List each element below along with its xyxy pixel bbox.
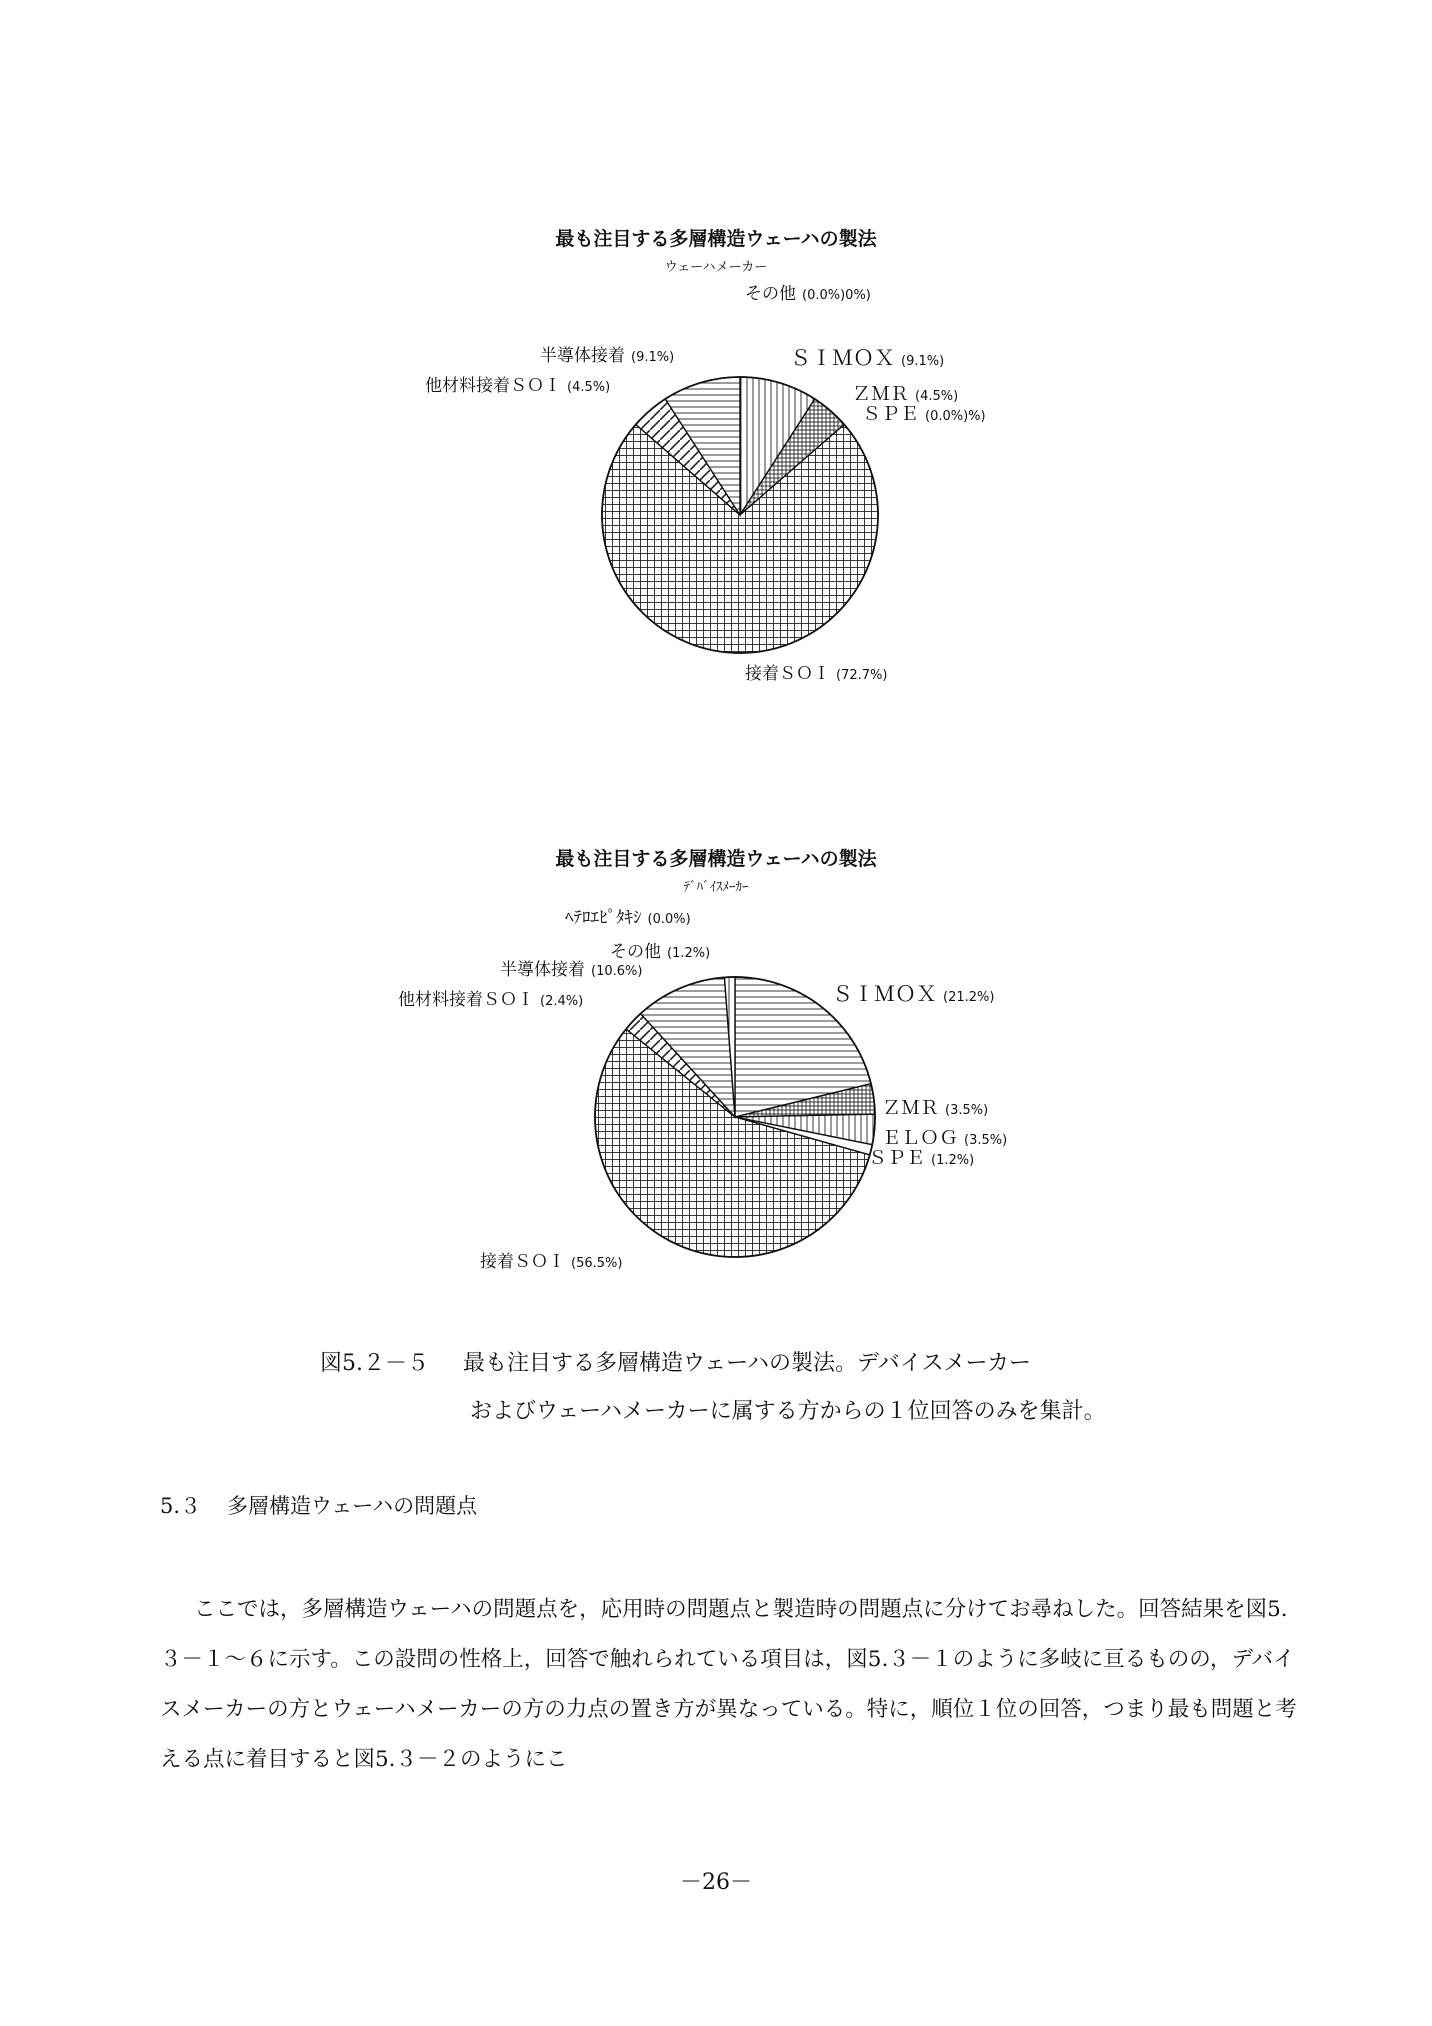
section-heading bbox=[160, 1490, 477, 1520]
chart-title: 最も注目する多層構造ウェーハの製法 bbox=[555, 228, 877, 250]
chart-title: 最も注目する多層構造ウェーハの製法 bbox=[555, 848, 877, 870]
slice-label-other: その他 (1.2%) bbox=[610, 942, 711, 962]
slice-label-other-material-soi: 他材料接着ＳＯＩ (2.4%) bbox=[398, 990, 584, 1010]
slice-label-heteroepitaxy: ﾍﾃﾛｴﾋﾟﾀｷｼ (0.0%) bbox=[565, 908, 691, 928]
pie-chart-wafer-makers bbox=[0, 200, 1432, 720]
pie-chart-device-makers bbox=[0, 820, 1432, 1310]
page-number: －26－ bbox=[680, 1870, 752, 1895]
caption-line-1: 最も注目する多層構造ウェーハの製法。デバイスメーカー bbox=[463, 1351, 1032, 1376]
slice-label-other-material-soi: 他材料接着ＳＯＩ (4.5%) bbox=[425, 376, 611, 396]
caption-line-2: およびウェーハメーカーに属する方からの１位回答のみを集計。 bbox=[470, 1399, 1106, 1424]
pie-svg bbox=[0, 820, 1432, 1310]
pie-svg bbox=[0, 200, 1432, 720]
body-paragraph: ここでは，多層構造ウェーハの問題点を，応用時の問題点と製造時の問題点に分けてお尋ねした。回答結果を図5.３－１～６に示す。この設問の性格上，回答で触れられている項目は，図5.３－１のように多岐に亘るものの，デバイスメーカーの方とウェーハメーカーの方の力点の置き方が異なっている。特に，順位１位の回答，つまり最も問題と考える点に着目すると図5.３－２のようにこ bbox=[160, 1597, 1297, 1772]
slice-label-bonded-soi: 接着ＳＯＩ (72.7%) bbox=[745, 664, 888, 684]
slice-label-spe: ＳＰＥ (0.0%)%) bbox=[862, 403, 986, 425]
figure-number: 図5.２－５ bbox=[320, 1351, 429, 1376]
chart-subtitle: ﾃﾞﾊﾞｲｽﾒｰｶｰ bbox=[683, 880, 749, 895]
slice-label-semiconductor-bonding: 半導体接着 (10.6%) bbox=[500, 960, 643, 980]
slice-label-simox: ＳＩＭＯＸ (9.1%) bbox=[790, 346, 945, 370]
slice-label-elog: ＥＬＯＧ (3.5%) bbox=[882, 1127, 1008, 1149]
section-number: 5.３ bbox=[160, 1494, 202, 1518]
slice-label-zmr: ＺＭＲ (3.5%) bbox=[882, 1097, 989, 1119]
section-title: 多層構造ウェーハの問題点 bbox=[227, 1494, 478, 1518]
slice-label-simox: ＳＩＭＯＸ (21.2%) bbox=[832, 982, 995, 1006]
slice-label-zmr: ＺＭＲ (4.5%) bbox=[852, 383, 959, 405]
slice-label-bonded-soi: 接着ＳＯＩ (56.5%) bbox=[480, 1252, 623, 1272]
slice-label-semiconductor-bonding: 半導体接着 (9.1%) bbox=[540, 346, 675, 366]
chart-subtitle: ウェーハメーカー bbox=[664, 260, 768, 275]
slice-label-spe: ＳＰＥ (1.2%) bbox=[868, 1147, 975, 1169]
figure-caption bbox=[320, 1340, 1280, 1436]
slice-label-other: その他 (0.0%)0%) bbox=[745, 284, 871, 304]
body-text bbox=[160, 1585, 1300, 1785]
